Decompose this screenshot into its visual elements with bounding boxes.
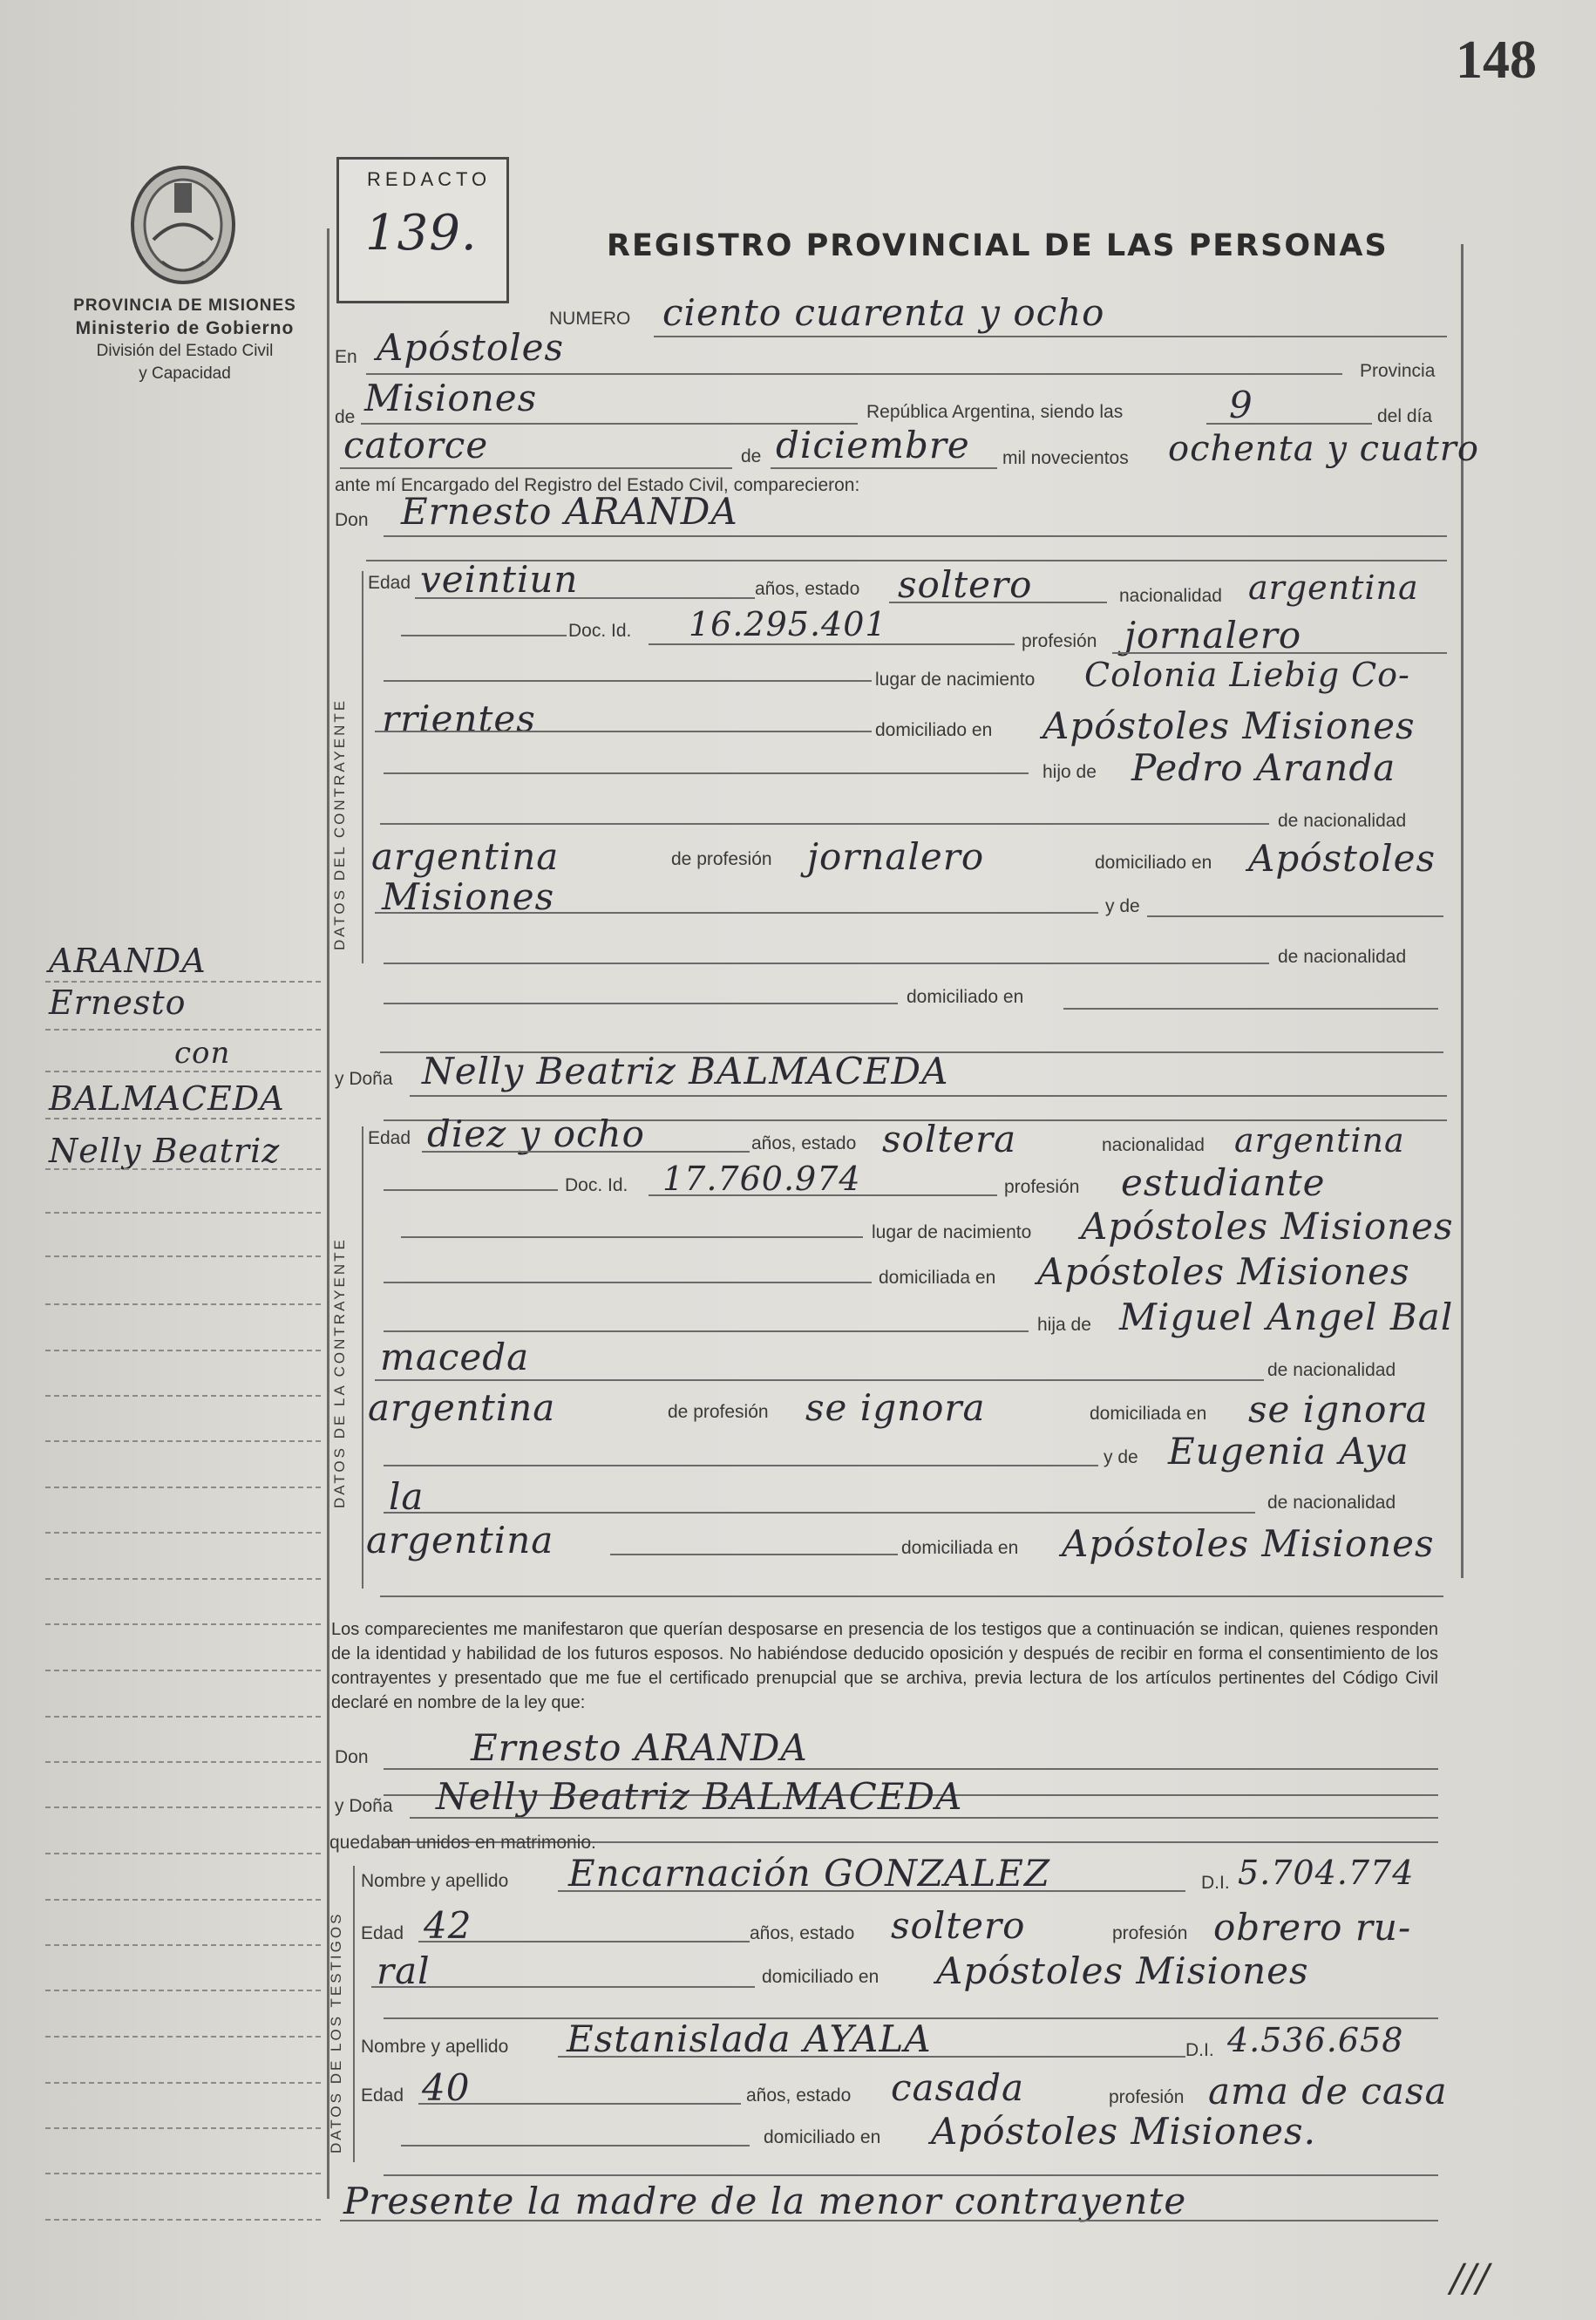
rule xyxy=(380,1595,1443,1597)
anos-estado-label-2: años, estado xyxy=(751,1133,857,1153)
groom-padre-domicilio-1: Apóstoles xyxy=(1248,837,1436,880)
margin-con: con xyxy=(174,1036,231,1071)
rule xyxy=(384,772,1029,774)
margin-rule xyxy=(45,2127,321,2129)
rule xyxy=(649,643,1015,645)
rule xyxy=(422,1151,750,1153)
margin-rule xyxy=(45,1944,321,1946)
groom-padre-nacionalidad: argentina xyxy=(371,835,560,878)
margin-rule xyxy=(45,1899,321,1901)
bride-profesion: estudiante xyxy=(1121,1161,1326,1204)
margin-rule xyxy=(45,1212,321,1214)
rule xyxy=(654,336,1447,337)
bride-domicilio: Apóstoles Misiones xyxy=(1037,1250,1410,1293)
domiciliado-label: domiciliado en xyxy=(875,720,993,740)
rule xyxy=(1063,1008,1438,1010)
frame-left-rule xyxy=(327,228,329,2199)
bride-madre-nacionalidad: argentina xyxy=(366,1519,554,1561)
witness1-domicilio: Apóstoles Misiones xyxy=(936,1949,1309,1992)
de-profesion-label: de profesión xyxy=(671,849,772,869)
redacto-value: 139. xyxy=(365,205,478,262)
de-nacionalidad-label-3: de nacionalidad xyxy=(1267,1360,1396,1380)
rule xyxy=(401,2145,750,2147)
edad-label: Edad xyxy=(368,573,411,593)
en-label: En xyxy=(335,347,357,367)
republica-label: República Argentina, siendo las xyxy=(866,402,1124,422)
lugar-nac-label: lugar de nacimiento xyxy=(875,670,1036,690)
witness1-estado: soltero xyxy=(891,1904,1026,1947)
hora-value: 9 xyxy=(1229,384,1253,426)
nombre-label-2: Nombre y apellido xyxy=(361,2037,509,2057)
margin-rule xyxy=(45,1395,321,1397)
margin-rule xyxy=(45,1623,321,1625)
groom-padre-domicilio-2: Misiones xyxy=(382,875,555,918)
rule xyxy=(1147,915,1443,917)
province-block xyxy=(49,295,321,385)
domiciliado-en-label-2: domiciliado en xyxy=(907,987,1024,1007)
dona-label: y Doña xyxy=(335,1069,393,1089)
margin-rule xyxy=(45,1806,321,1808)
numero-value: ciento cuarenta y ocho xyxy=(662,291,1105,334)
dia-value: catorce xyxy=(343,424,489,466)
de-nacionalidad-label: de nacionalidad xyxy=(1278,811,1407,831)
y-de-label: y de xyxy=(1105,896,1140,916)
rule xyxy=(375,912,1098,914)
rule xyxy=(366,373,1342,375)
provincia-label: Provincia xyxy=(1360,361,1436,381)
profesion-label: profesión xyxy=(1022,631,1097,651)
rule xyxy=(418,1941,750,1942)
rule xyxy=(375,1379,1264,1381)
corner-mark: /// xyxy=(1450,2256,1490,2301)
division-name-2: y Capacidad xyxy=(139,364,231,383)
dona-value: Nelly Beatriz BALMACEDA xyxy=(422,1050,949,1092)
mil-label: mil novecientos xyxy=(1002,448,1129,468)
domiciliada-label: domiciliada en xyxy=(879,1268,996,1288)
groom-profesion: jornalero xyxy=(1124,614,1302,657)
de-profesion-label-2: de profesión xyxy=(668,1402,769,1422)
groom-padre-profesion: jornalero xyxy=(807,835,985,878)
doc-label-2: Doc. Id. xyxy=(565,1175,628,1195)
edad-label-2: Edad xyxy=(368,1128,411,1148)
margin-rule xyxy=(45,1990,321,1991)
edad-label-4: Edad xyxy=(361,2085,404,2106)
rule xyxy=(649,1194,997,1196)
rule xyxy=(371,1986,755,1988)
bride-padre-1: Miguel Angel Bal xyxy=(1119,1296,1454,1338)
rule xyxy=(1112,652,1447,654)
profesion-label-3: profesión xyxy=(1112,1923,1188,1943)
domiciliada-label-2: domiciliada en xyxy=(1090,1404,1207,1424)
margin-rule xyxy=(45,1532,321,1534)
rule xyxy=(375,731,872,732)
rule xyxy=(401,635,567,636)
bride-edad: diez y ocho xyxy=(427,1112,645,1155)
de-label: de xyxy=(335,407,356,427)
domiciliado-label-3: domiciliado en xyxy=(762,1967,879,1987)
bride-padre-domicilio: se ignora xyxy=(1248,1388,1429,1431)
profesion-label-4: profesión xyxy=(1109,2087,1185,2107)
del-dia-label: del día xyxy=(1377,406,1433,426)
ante-label: ante mí Encargado del Registro del Estado Civil, comparecieron: xyxy=(335,475,860,495)
margin-rule xyxy=(45,1350,321,1351)
margin-rule xyxy=(45,2173,321,2174)
rule xyxy=(558,1890,1185,1892)
redacto-box xyxy=(336,157,509,303)
bride-padre-2: maceda xyxy=(380,1336,530,1378)
margin-firstname-2: Nelly Beatriz xyxy=(49,1132,281,1170)
nombre-label: Nombre y apellido xyxy=(361,1871,509,1891)
anos-estado-label-4: años, estado xyxy=(746,2085,852,2106)
rule xyxy=(384,1282,872,1283)
margin-firstname: Ernesto xyxy=(49,983,187,1022)
bride-madre-domicilio: Apóstoles Misiones xyxy=(1062,1522,1435,1565)
margin-rule xyxy=(45,2082,321,2084)
bride-padre-profesion: se ignora xyxy=(805,1386,986,1429)
doc-label: Doc. Id. xyxy=(568,621,632,641)
rule xyxy=(340,467,732,469)
de-nacionalidad-label-2: de nacionalidad xyxy=(1278,947,1407,967)
hija-de-label: hija de xyxy=(1037,1315,1091,1335)
witness1-di: 5.704.774 xyxy=(1238,1854,1415,1892)
margin-rule xyxy=(45,2219,321,2221)
province-name: PROVINCIA DE MISIONES xyxy=(73,296,296,315)
rule xyxy=(384,963,1269,964)
witness2-profesion: ama de casa xyxy=(1208,2070,1448,2112)
bride-doc: 17.760.974 xyxy=(662,1160,861,1198)
rule xyxy=(558,2056,1185,2058)
groom-estado: soltero xyxy=(898,563,1033,606)
edad-label-3: Edad xyxy=(361,1923,404,1943)
quedaban-label: quedaban unidos en matrimonio. xyxy=(329,1833,596,1853)
declared-dona: Nelly Beatriz BALMACEDA xyxy=(436,1775,963,1818)
witness1-profesion-2: ral xyxy=(377,1949,431,1992)
rule xyxy=(384,1512,1255,1514)
di-label: D.I. xyxy=(1201,1873,1230,1893)
groom-rule xyxy=(362,571,363,963)
rule xyxy=(610,1554,898,1555)
groom-doc: 16.295.401 xyxy=(689,605,887,643)
witness2-nombre: Estanislada AYALA xyxy=(567,2017,932,2060)
domiciliado-en-label: domiciliado en xyxy=(1095,853,1212,873)
profesion-label-2: profesión xyxy=(1004,1177,1080,1197)
groom-lugar-nac-1: Colonia Liebig Co- xyxy=(1084,656,1410,694)
groom-nacionalidad: argentina xyxy=(1248,568,1419,607)
rule xyxy=(384,1330,1029,1332)
margin-rule xyxy=(45,1670,321,1671)
don-label: Don xyxy=(335,510,369,530)
nacionalidad-label-2: nacionalidad xyxy=(1102,1135,1205,1155)
rule xyxy=(384,680,872,682)
margin-rule xyxy=(45,1071,321,1072)
rule xyxy=(384,1768,1438,1770)
rule xyxy=(384,1003,898,1004)
margin-rule xyxy=(45,1440,321,1442)
lugar-nac-label-2: lugar de nacimiento xyxy=(872,1222,1032,1242)
bride-nacionalidad: argentina xyxy=(1234,1121,1405,1160)
margin-rule xyxy=(45,1168,321,1170)
witness2-edad: 40 xyxy=(422,2066,471,2109)
margin-rule xyxy=(45,1761,321,1763)
de-nacionalidad-label-4: de nacionalidad xyxy=(1267,1493,1396,1513)
redacto-label: REDACTO xyxy=(367,168,492,190)
margin-rule xyxy=(45,1303,321,1305)
don-value: Ernesto ARANDA xyxy=(401,490,738,533)
margin-rule xyxy=(45,1255,321,1257)
rule xyxy=(384,535,1447,537)
rule xyxy=(415,597,755,599)
rule xyxy=(889,602,1107,603)
groom-padre: Pedro Aranda xyxy=(1131,746,1396,789)
groom-lugar-nac-2: rrientes xyxy=(382,697,536,740)
anio-value: ochenta y cuatro xyxy=(1168,429,1479,469)
witness-rule xyxy=(353,1866,355,2162)
groom-section-label: DATOS DEL CONTRAYENTE xyxy=(331,697,348,950)
rule xyxy=(401,1236,863,1238)
rule xyxy=(418,2103,741,2105)
bride-estado: soltera xyxy=(882,1118,1017,1160)
margin-rule xyxy=(45,1118,321,1119)
de-mes-label: de xyxy=(741,446,762,466)
rule xyxy=(384,1189,558,1191)
declared-don: Ernesto ARANDA xyxy=(471,1726,808,1769)
di-label-2: D.I. xyxy=(1185,2040,1214,2060)
provincial-seal-icon xyxy=(127,157,239,288)
margin-rule xyxy=(45,1853,321,1854)
final-note: Presente la madre de la menor contrayente xyxy=(343,2180,1187,2222)
rule xyxy=(384,1465,1098,1466)
margin-surname: ARANDA xyxy=(49,942,207,980)
witness2-estado: casada xyxy=(891,2066,1025,2109)
bride-lugar-nac: Apóstoles Misiones xyxy=(1081,1205,1454,1248)
witness2-domicilio: Apóstoles Misiones. xyxy=(931,2110,1316,2153)
witness2-di: 4.536.658 xyxy=(1227,2021,1404,2059)
groom-edad: veintiun xyxy=(420,558,579,601)
mes-value: diciembre xyxy=(776,424,970,466)
anos-estado-label: años, estado xyxy=(755,579,860,599)
numero-label: NUMERO xyxy=(549,309,631,329)
don-label-2: Don xyxy=(335,1747,369,1767)
witness1-nombre: Encarnación GONZALEZ xyxy=(568,1852,1051,1895)
hijo-de-label: hijo de xyxy=(1042,762,1097,782)
witness1-profesion-1: obrero ru- xyxy=(1213,1906,1412,1949)
rule xyxy=(380,823,1269,825)
rule xyxy=(771,467,997,469)
margin-rule xyxy=(45,1716,321,1718)
witness1-edad: 42 xyxy=(424,1904,472,1947)
declaration-paragraph: Los comparecientes me manifestaron que querían desposarse en presencia de los testigos que a continuación se indican, quienes responden de la identidad y habilidad de los futuros esposos. No habiéndose deducido oposición y después de recibir en forma el consentimiento de los contrayentes y presentado que me fue el certificado prenupcial que se archiva, previa lectura de los artículos pertinentes del Código Civil declaré en nombre de la ley que: xyxy=(331,1620,1438,1712)
bride-rule xyxy=(362,1126,363,1589)
bride-madre-2: la xyxy=(389,1475,424,1518)
provincia-value: Misiones xyxy=(364,377,538,419)
bride-padre-nacionalidad: argentina xyxy=(368,1386,556,1429)
rule xyxy=(1206,423,1372,425)
domiciliado-label-4: domiciliado en xyxy=(764,2127,881,2147)
margin-rule xyxy=(45,1029,321,1031)
bride-section-label: DATOS DE LA CONTRAYENTE xyxy=(331,1237,348,1508)
margin-surname-2: BALMACEDA xyxy=(49,1079,285,1118)
en-value: Apóstoles xyxy=(377,326,565,369)
margin-rule xyxy=(45,1487,321,1488)
page-title: REGISTRO PROVINCIAL DE LAS PERSONAS xyxy=(607,228,1389,263)
page-number: 148 xyxy=(1456,31,1537,90)
rule xyxy=(410,1095,1447,1097)
domiciliada-label-3: domiciliada en xyxy=(901,1538,1019,1558)
ministry-name: Ministerio de Gobierno xyxy=(75,318,295,338)
margin-rule xyxy=(45,1578,321,1580)
bride-madre-1: Eugenia Aya xyxy=(1168,1430,1409,1473)
witness-section-label: DATOS DE LOS TESTIGOS xyxy=(328,1911,344,2153)
y-de-label-2: y de xyxy=(1104,1447,1138,1467)
margin-rule xyxy=(45,2036,321,2038)
rule xyxy=(340,2220,1438,2221)
margin-rule xyxy=(45,981,321,983)
groom-domicilio: Apóstoles Misiones xyxy=(1042,704,1416,747)
dona-label-2: y Doña xyxy=(335,1796,393,1816)
anos-estado-label-3: años, estado xyxy=(750,1923,855,1943)
rule xyxy=(410,1817,1438,1819)
division-name: División del Estado Civil xyxy=(96,342,274,360)
rule xyxy=(384,2174,1438,2176)
nacionalidad-label: nacionalidad xyxy=(1119,586,1222,606)
